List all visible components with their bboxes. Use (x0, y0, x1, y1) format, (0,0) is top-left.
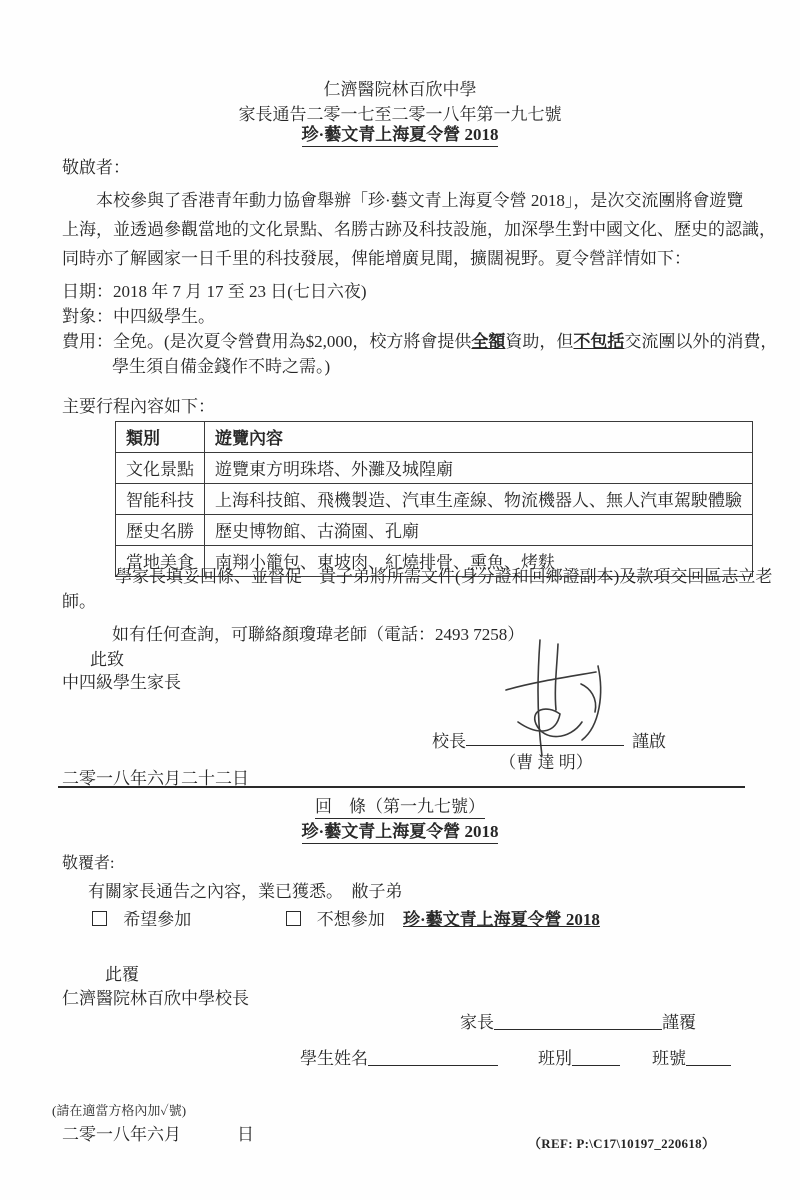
reply-closing: 此覆 (105, 965, 139, 984)
parent-suffix: 謹覆 (662, 1013, 696, 1032)
target-line: 對象：中四級學生。 (62, 307, 215, 326)
reply-slip-title (0, 796, 800, 819)
reply-date-row (62, 1120, 254, 1145)
fee-part-2: 資助，但 (505, 332, 574, 351)
reply-camp-title-inline: 珍·藝文青上海夏令營 2018 (403, 910, 600, 929)
reply-slip-camp-title (0, 821, 800, 844)
reply-addressee: 仁濟醫院林百欣中學校長 (62, 989, 249, 1008)
reply-date-prefix: 二零一八年六月 (62, 1125, 181, 1144)
itinerary-heading: 主要行程內容如下： (62, 397, 215, 416)
table-row (116, 453, 753, 484)
student-name-label: 學生姓名 (300, 1049, 368, 1068)
option-decline-label: 不想參加 (316, 910, 385, 929)
checkbox-attend[interactable] (92, 911, 107, 926)
principal-name: （曹 達 明） (499, 753, 593, 772)
row-category: 當地美食 (116, 546, 205, 577)
row-category: 歷史名勝 (116, 515, 205, 546)
fee-part-3: 交流團以外的消費， (624, 332, 778, 351)
table-row (116, 515, 753, 546)
notice-number: 家長通告二零一七至二零一八年第一九七號 (238, 105, 562, 124)
camp-title-heading (0, 124, 800, 147)
col-header-category: 類別 (116, 422, 205, 453)
reply-footnote: (請在適當方格內加✓號) (52, 1103, 187, 1118)
enquiry-line: 如有任何查詢，可聯絡顏瓊瑋老師（電話：2493 7258） (112, 625, 525, 644)
reply-options-row (92, 905, 600, 930)
row-content: 上海科技館、飛機製造、汽車生產線、物流機器人、無人汽車駕駛體驗 (205, 484, 753, 515)
intro-line-2: 上海，並透過參觀當地的文化景點、名勝古跡及科技設施，加深學生對中國文化、歷史的認識， (62, 220, 776, 239)
principal-suffix: 謹啟 (632, 732, 666, 751)
principal-label: 校長 (432, 732, 466, 751)
itinerary-table (115, 421, 753, 577)
col-header-content: 遊覽內容 (205, 422, 753, 453)
ref-number: （REF: P:\C17\10197_220618） (528, 1136, 716, 1151)
reminder-line-2: 師。 (62, 592, 96, 611)
camp-title-text: 珍·藝文青上海夏令營 2018 (302, 124, 499, 147)
intro-line-1: 本校參與了香港青年動力協會舉辦「珍·藝文青上海夏令營 2018」，是次交流團將會遊覽 (96, 191, 744, 210)
class-no-field[interactable] (686, 1050, 731, 1066)
fee-underline-1: 全額 (471, 332, 506, 351)
fee-line-2: 學生須自備金錢作不時之需。) (112, 357, 331, 376)
school-name: 仁濟醫院林百欣中學 (323, 80, 477, 99)
notice-addressee: 中四級學生家長 (62, 673, 181, 692)
table-header-row (116, 422, 753, 453)
student-name-field[interactable] (368, 1050, 498, 1066)
parent-sign-row (460, 1008, 696, 1033)
fee-part-1: 費用：全免。(是次夏令營費用為$2,000，校方將會提供 (62, 332, 472, 351)
reply-slip-title-text: 回 條（第一九七號） (315, 796, 485, 819)
closing-cizhi: 此致 (90, 650, 124, 669)
reply-date-suffix: 日 (237, 1125, 254, 1144)
table-row (116, 484, 753, 515)
row-content: 南翔小籠包、東坡肉、紅燒排骨、熏魚、烤麩 (205, 546, 753, 577)
student-info-row (300, 1044, 731, 1069)
principal-signature-line[interactable] (466, 745, 624, 746)
row-category: 文化景點 (116, 453, 205, 484)
row-category: 智能科技 (116, 484, 205, 515)
option-attend-label: 希望參加 (123, 910, 192, 929)
row-content: 遊覽東方明珠塔、外灘及城隍廟 (205, 453, 753, 484)
class-field[interactable] (572, 1050, 620, 1066)
notice-date: 二零一八年六月二十二日 (62, 769, 249, 788)
section-divider (58, 786, 745, 788)
fee-underline-2: 不包括 (573, 332, 625, 351)
class-no-label: 班號 (652, 1049, 686, 1068)
intro-line-3: 同時亦了解國家一日千里的科技發展，俾能增廣見聞，擴闊視野。夏令營詳情如下： (62, 249, 691, 268)
salutation: 敬啟者： (62, 158, 130, 177)
fee-line (62, 327, 777, 352)
reply-slip-camp-title-text: 珍·藝文青上海夏令營 2018 (302, 821, 499, 844)
row-content: 歷史博物館、古漪園、孔廟 (205, 515, 753, 546)
reminder-line-1: 學家長填妥回條、並督促 貴子弟將所需文件(身分證和回鄉證副本)及款項交回區志立老 (115, 567, 773, 586)
class-label: 班別 (538, 1049, 572, 1068)
reply-ack-line: 有關家長通告之內容，業已獲悉。 敝子弟 (88, 882, 403, 901)
date-line: 日期：2018 年 7 月 17 至 23 日(七日六夜) (62, 282, 367, 301)
reply-salutation: 敬覆者: (62, 855, 115, 872)
parent-signature-field[interactable] (494, 1014, 662, 1030)
checkbox-decline[interactable] (286, 911, 301, 926)
parent-label: 家長 (460, 1013, 494, 1032)
